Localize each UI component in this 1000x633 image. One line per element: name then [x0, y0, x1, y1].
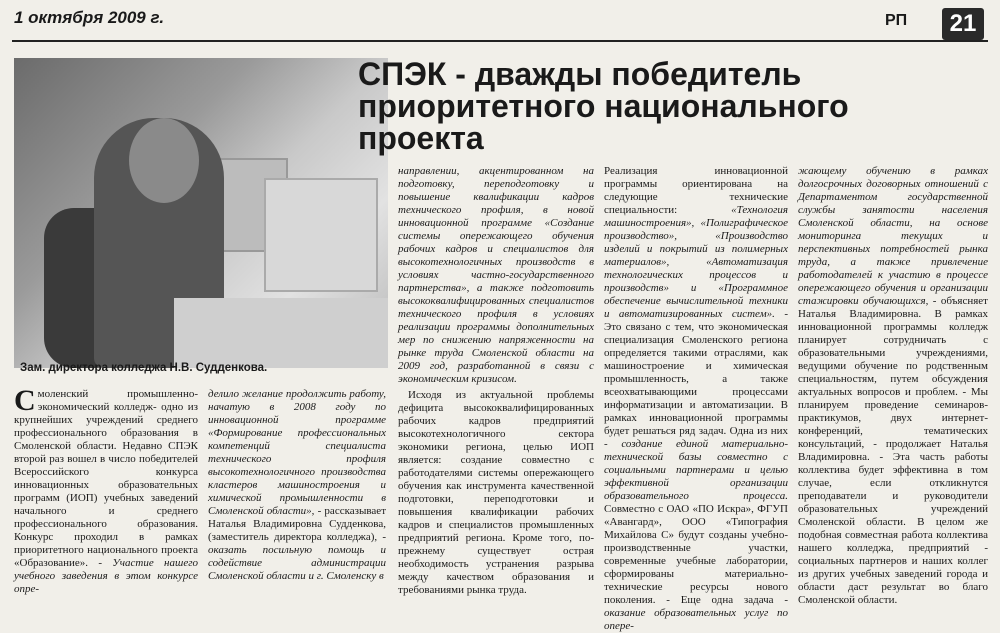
column-4-task-1: создание единой материально-технической базы совместно с социальными партнерами и целью эффективной организации образовательного процесса.	[604, 438, 788, 502]
column-4-partners: Совместно с ОАО «ПО Искра», ФГУП «Авангард», ООО «Типография Михайлова С» будут созданы учебно-производственные участки, современные учебные лаборатории, сформированы материально-технические ресурсы нового поколения.	[604, 503, 788, 606]
photo-caption: Зам. директора колледжа Н.В. Судденкова.	[20, 362, 268, 374]
article-photo	[14, 58, 388, 368]
column-5-text: В рамках инновационной программы колледж планирует сотрудничать с образовательными учреждениями, ведущими обучение по родственным специальностям, путем обсуждения актуальных вопросов и проблем.	[798, 308, 989, 398]
column-5-quote: жающему обучению в рамках долгосрочных договорных отношений с Департаментом государственной службы занятости населения Смоленской области, на основе мониторинга текущих и перспективных потребностей рынка труда, а также привлечение работодателей к участию в процессе опережающего обучения и организации стажировки обучающихся,	[798, 165, 988, 307]
header-rule	[12, 40, 988, 42]
photo-desk	[174, 298, 388, 368]
column-2-attribution: - рассказывает Наталья Владимировна Судденкова, (заместитель директора колледжа),	[208, 505, 386, 543]
column-4-text: - Это связано с тем, что экономическая специализация Смоленского региона определяется такими отраслями, как машиностроение и химическая промышленность, а также всеохватывающими процессами информатизации и автоматизации.	[604, 308, 789, 411]
column-5	[798, 165, 989, 606]
column-1-quote: - Участие нашего учебного заведения в этом конкурсе опре-	[14, 557, 198, 595]
column-4-task-2-intro: - Еще одна задача -	[666, 594, 788, 606]
column-2-quote: делило желание продолжить работу, начатую в 2008 году по инновационной программе «Формирование профессиональных компетенций специалиста технического профиля высокотехнологичного производства кластеров машиностроения и химической промышленности в Смоленской области»,	[208, 388, 386, 517]
page-number: 21	[942, 8, 984, 40]
column-3-quote: направлении, акцентированном на подготовку, переподготовку и повышение квалификации кадров технического профиля, в новой инновационной программе «Создание системы опережающего обучения рабочих кадров и специалистов для высокотехнологичных производств в условиях частно-государственного партнерства», а также подготовить высококвалифицированных специалистов технического профиля в условиях реализации программы дополнительных мер по снижению напряженности на рынке труда Смоленской области на 2009 год, разработанной в связи с экономическим кризисом.	[398, 165, 594, 385]
column-5-quote-2: - Мы планируем проведение семинаров-практикумов, двух интернет-конференций, тематических консультаций, - продолжает Наталья Владимировна. - Эта часть работы коллектива будет эффективна в том случае, если откликнутся преподаватели и руководители образовательных учреждений Смоленской области. В целом же подобная совместная работа коллектива нашего колледжа, предприятий - социальных партнеров и наших коллег из других учебных заведений города и области даст результат во благо Смоленской области.	[798, 386, 989, 606]
column-3-text: Исходя из актуальной проблемы дефицита высококвалифицированных рабочих кадров предприятий высокотехнологичного сектора экономики региона, целью ИОП является: создание совместно с работодателями системы опережающего обучения как инструмента качественной подготовки, переподготовки и повышения квалификации рабочих кадров и специалистов промышленных предприятий региона. Кроме того, по-прежнему существует острая необходимость устранения разрыва между качеством образования и требованиями рынка труда.	[398, 389, 594, 596]
column-4	[604, 165, 789, 632]
column-3	[398, 165, 594, 596]
drop-cap: С	[14, 384, 36, 417]
column-2	[208, 388, 386, 582]
column-5-attribution: - объясняет Наталья Владимировна.	[798, 295, 988, 320]
article-title: СПЭК - дважды победитель приоритетного национального проекта	[358, 56, 849, 156]
issue-date: 1 октября 2009 г.	[14, 8, 165, 27]
column-4-specialties: «Технология машиностроения», «Полиграфическое производство», «Производство изделий и покрытий из полимерных материалов», «Автоматизация технологических процессов и производств» и «Программное обеспечение вычислительной техники и автоматизированных систем».	[604, 204, 788, 320]
photo-monitor	[264, 178, 378, 292]
publication-label: РП	[885, 12, 908, 29]
column-2-quote-cont: - оказать посильную помощь и содействие администрации Смоленской области и г. Смоленску в	[208, 531, 386, 582]
column-1	[14, 384, 198, 595]
column-4-intro: Реализация инновационной программы ориентирована на следующие технические специальности:	[604, 165, 788, 216]
photo-head	[129, 118, 199, 203]
column-4-tasks: В рамках инновационной программы будет решаться ряд задач. Одна из них -	[604, 399, 788, 450]
column-1-text: моленский промышленно-экономический колледж- одно из крупнейших учреждений среднего профессионального образования в Смоленской области. Недавно СПЭК второй раз вошел в число победителей Всероссийского конкурса инновационных образовательных программ (ИОП) учебных заведений начального и среднего профессионального образования. Конкурс проходил в рамках приоритетного национального проекта «Образование».	[14, 388, 198, 569]
column-4-task-2: оказание образовательных услуг по опере-	[604, 607, 788, 632]
